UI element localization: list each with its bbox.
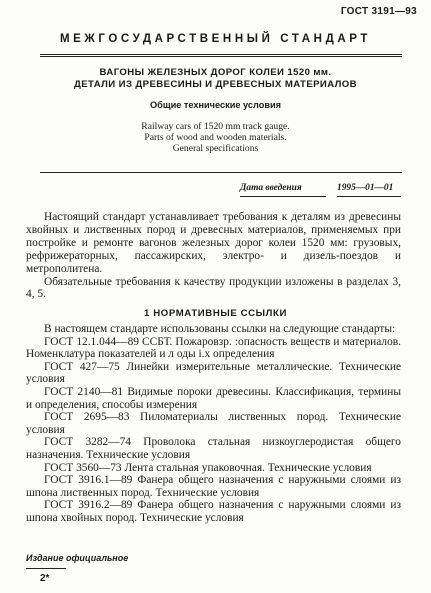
reference-item: ГОСТ 12.1.044—89 ССБТ. Пожаровзр. :опасность веществ и материалов. Номенклатура показателей и л оды і.х определения <box>26 335 401 361</box>
interstate-standard-label: МЕЖГОСУДАРСТВЕННЫЙ СТАНДАРТ <box>59 33 372 45</box>
reference-item: ГОСТ 2140—81 Видимые пороки древесины. Классификация, термины и определения, способы измерения <box>26 385 401 411</box>
reference-item: ГОСТ 3560—73 Лента стальная упаковочная. Технические условия <box>44 461 372 474</box>
middle-rule <box>40 172 402 173</box>
subtitle-en-line-2: Parts of wood and wooden materials. <box>144 132 287 143</box>
section-heading: 1 НОРМАТИВНЫЕ ССЫЛКИ <box>144 308 287 319</box>
intro-date-value-underline <box>337 196 401 197</box>
intro-date-label-underline <box>240 196 326 197</box>
footer-rule <box>26 568 66 569</box>
references-block <box>26 323 401 525</box>
body-intro <box>26 211 401 301</box>
intro-date-label: Дата введения <box>240 183 302 193</box>
subtitle-en-line-3: General specifications <box>172 143 259 154</box>
reference-item: ГОСТ 3282—74 Проволока стальная низкоуглеродистая общего назначения. Технические условия <box>26 436 401 461</box>
reference-item: ГОСТ 427—75 Линейки измерительные металлические. Технические условия <box>26 360 401 386</box>
official-edition-label: Издание официальное <box>26 553 129 563</box>
references-intro: В настоящем стандарте использованы ссылки на следующие стандарты: <box>44 323 396 335</box>
page-number: 2* <box>40 573 50 584</box>
body-paragraph-1: Настоящий стандарт устанавливает требования к деталям из древесины хвойных и лиственных пород и древесных материалов, применяемых при постройке и ремонте вагонов железных дорог колеи 1520 мм: грузовых, рефрижераторных, пассажирских, электро- и дизель-поездов и метрополитена. <box>26 211 401 275</box>
top-rule <box>40 54 402 55</box>
reference-item: ГОСТ 2695—83 Пиломатериалы лиственных пород. Технические условия <box>26 411 401 436</box>
standard-number: ГОСТ 3191—93 <box>340 6 417 17</box>
document-title <box>0 67 431 91</box>
reference-item: ГОСТ 3916.2—89 Фанера общего назначения с наружными слоями из шпона хвойных пород. Технические условия <box>26 499 401 524</box>
title-line-1: ВАГОНЫ ЖЕЛЕЗНЫХ ДОРОГ КОЛЕИ 1520 мм. <box>99 67 332 78</box>
subtitle-english <box>0 121 431 154</box>
body-paragraph-2: Обязательные требования к качеству продукции изложены в разделах 3, 4, 5. <box>26 275 401 301</box>
title-line-2: ДЕТАЛИ ИЗ ДРЕВЕСИНЫ И ДРЕВЕСНЫХ МАТЕРИАЛОВ <box>74 79 357 90</box>
reference-item: ГОСТ 3916.1—89 Фанера общего назначения с наружными слоями из шпона лиственных пород. Технические условия <box>26 474 401 499</box>
subtitle-russian: Общие технические условия <box>150 100 281 110</box>
subtitle-en-line-1: Railway cars of 1520 mm track gauge. <box>141 121 290 132</box>
intro-date-value: 1995—01—01 <box>337 183 394 193</box>
top-rule-secondary <box>40 56 402 57</box>
